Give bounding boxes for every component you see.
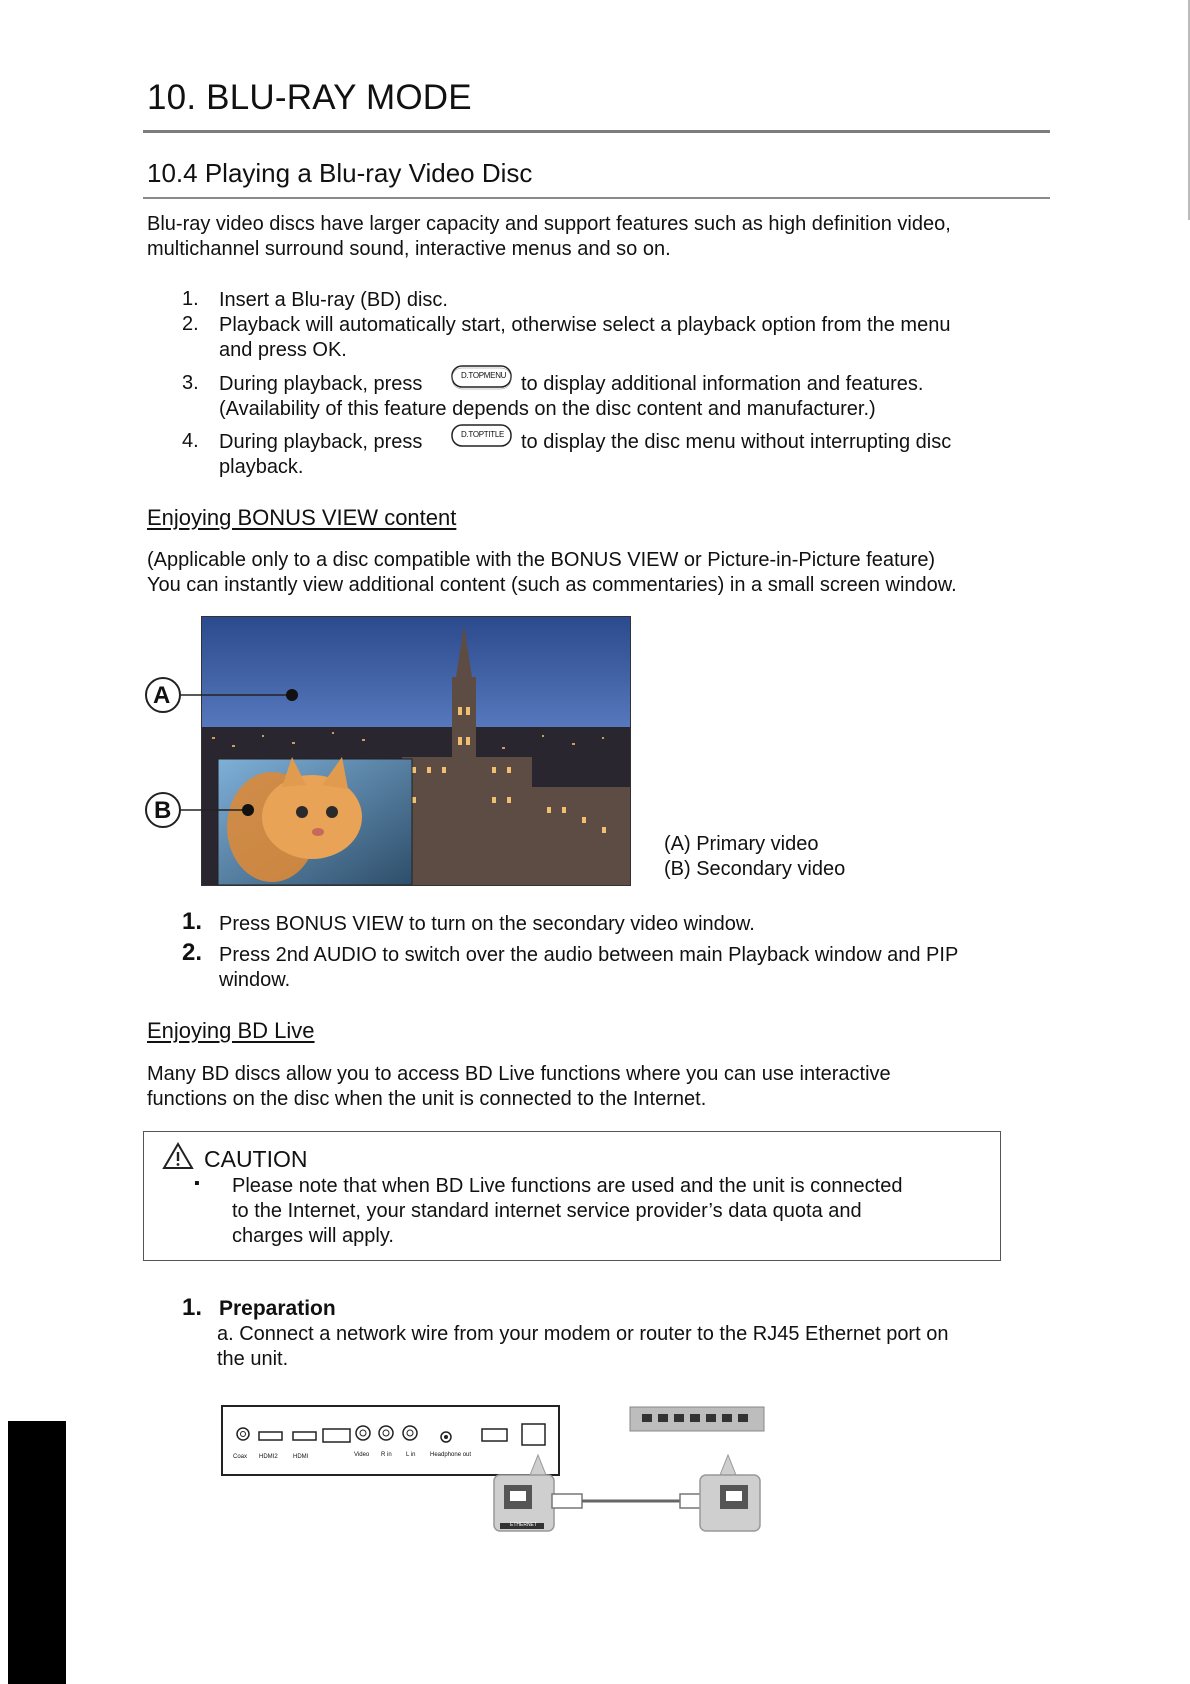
- panel-label-l-in: L in: [406, 1452, 416, 1458]
- caution-text: charges will apply.: [232, 1225, 394, 1247]
- step-text: playback.: [219, 456, 304, 478]
- caution-box: [143, 1131, 1001, 1261]
- bd-live-line-1: Many BD discs allow you to access BD Live functions where you can use interactive: [147, 1063, 891, 1085]
- step-number: 4.: [182, 430, 199, 452]
- step-number: 1.: [182, 288, 199, 310]
- step-text: During playback, press: [219, 373, 423, 395]
- step-text: to display additional information and features.: [521, 373, 924, 395]
- bd-live-line-2: functions on the disc when the unit is connected to the Internet.: [147, 1088, 707, 1110]
- caution-bullet: ▪: [194, 1175, 200, 1192]
- marker-b: [144, 791, 444, 831]
- marker-a: [144, 676, 444, 716]
- panel-label-r-in: R in: [381, 1452, 392, 1458]
- step-text: Press 2nd AUDIO to switch over the audio between main Playback window and PIP: [219, 944, 959, 966]
- ethernet-port-label: ETHERNET: [510, 1522, 537, 1528]
- caution-text: to the Internet, your standard internet service provider’s data quota and: [232, 1200, 862, 1222]
- step-text: and press OK.: [219, 339, 347, 361]
- step-number: 2.: [182, 939, 203, 966]
- bonus-view-heading: Enjoying BONUS VIEW content: [147, 505, 457, 530]
- step-number: 1.: [182, 908, 203, 935]
- bonus-view-illustration: [201, 616, 631, 886]
- topmenu-button-label: D.TOPMENU: [461, 371, 507, 380]
- panel-label-hdmi: HDMI: [293, 1454, 309, 1460]
- topmenu-button-icon: [451, 364, 513, 390]
- intro-line-2: multichannel surround sound, interactive menus and so on.: [147, 238, 671, 260]
- panel-label-headphone-out: Headphone out: [430, 1452, 472, 1458]
- step-text: Playback will automatically start, otherwise select a playback option from the menu: [219, 314, 951, 336]
- ethernet-connection-diagram: [490, 1405, 770, 1545]
- step-text: Press BONUS VIEW to turn on the secondary video window.: [219, 913, 755, 935]
- page-edge-tab: [8, 1421, 66, 1684]
- toptitle-button-label: D.TOPTITLE: [461, 430, 505, 439]
- preparation-line-2: the unit.: [217, 1348, 289, 1370]
- warning-icon: [162, 1142, 194, 1170]
- bd-live-heading: Enjoying BD Live: [147, 1018, 315, 1043]
- step-number: 1.: [182, 1294, 203, 1321]
- step-number: 2.: [182, 313, 199, 335]
- step-text: to display the disc menu without interrupting disc: [521, 431, 952, 453]
- caution-text: Please note that when BD Live functions are used and the unit is connected: [232, 1175, 903, 1197]
- panel-label-coax: Coax: [233, 1454, 248, 1460]
- bonus-line-2: You can instantly view additional content (such as commentaries) in a small screen window.: [147, 574, 957, 596]
- step-text: During playback, press: [219, 431, 423, 453]
- bonus-line-1: (Applicable only to a disc compatible with the BONUS VIEW or Picture-in-Picture feature): [147, 549, 936, 571]
- panel-label-hdmi2: HDMI2: [259, 1454, 278, 1460]
- caption-primary-video: (A) Primary video: [664, 833, 819, 855]
- marker-b-label: B: [154, 797, 172, 824]
- step-text: Insert a Blu-ray (BD) disc.: [219, 289, 448, 311]
- chapter-title: 10. BLU-RAY MODE: [147, 78, 472, 117]
- caption-secondary-video: (B) Secondary video: [664, 858, 846, 880]
- panel-label-video: Video: [354, 1452, 370, 1458]
- section-divider: [143, 197, 1050, 199]
- step-text: (Availability of this feature depends on the disc content and manufacturer.): [219, 398, 876, 420]
- intro-line-1: Blu-ray video discs have larger capacity and support features such as high definition video,: [147, 213, 951, 235]
- chapter-divider: [143, 130, 1050, 133]
- preparation-line-1: a. Connect a network wire from your modem or router to the RJ45 Ethernet port on: [217, 1323, 949, 1345]
- caution-title: CAUTION: [204, 1146, 308, 1172]
- toptitle-button-icon: [451, 423, 513, 449]
- step-number: 3.: [182, 372, 199, 394]
- step-text: window.: [219, 969, 291, 991]
- preparation-title: Preparation: [219, 1297, 336, 1320]
- marker-a-label: A: [153, 682, 171, 709]
- section-title: 10.4 Playing a Blu-ray Video Disc: [147, 158, 533, 188]
